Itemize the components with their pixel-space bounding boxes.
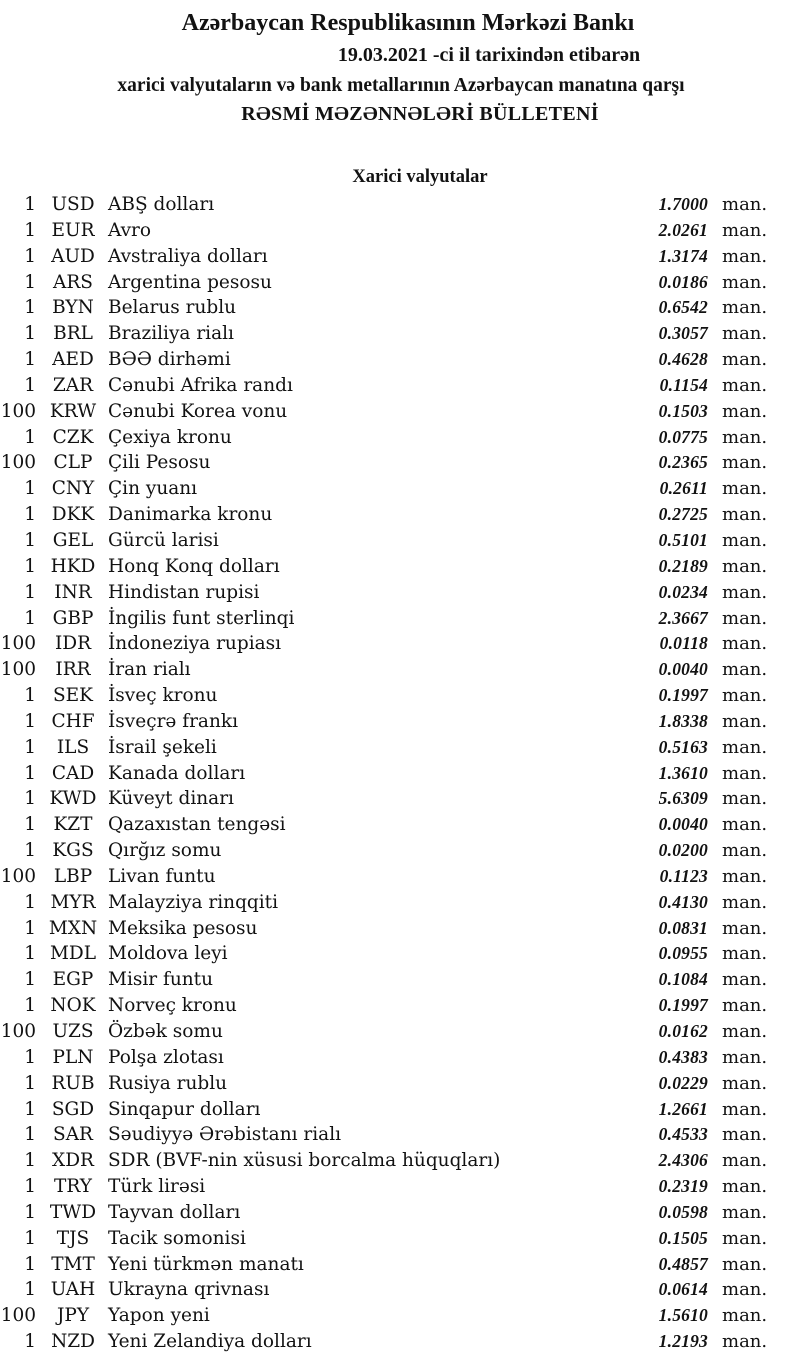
rate-value-cell: 0.0234 [658, 581, 708, 602]
currency-code-cell: TMT [51, 1253, 95, 1275]
quantity-cell: 1 [24, 1098, 36, 1120]
quantity-cell: 1 [24, 814, 36, 836]
currency-unit-cell: man. [722, 297, 768, 319]
currency-unit-cell: man. [722, 1046, 768, 1068]
quantity-cell: 1 [24, 788, 36, 810]
currency-name-cell: Honq Konq dolları [108, 555, 280, 577]
rate-row [0, 425, 800, 451]
rate-row [0, 838, 800, 864]
quantity-cell: 1 [24, 969, 36, 991]
rate-value-cell: 0.2189 [658, 555, 708, 576]
currency-code-cell: IDR [54, 633, 92, 655]
rate-row [0, 476, 800, 502]
currency-unit-cell: man. [722, 374, 768, 396]
currency-name-cell: Cənubi Korea vonu [108, 400, 288, 422]
rate-value-cell: 0.1084 [658, 969, 708, 990]
currency-unit-cell: man. [722, 1150, 768, 1172]
currency-name-cell: Misir funtu [108, 969, 214, 991]
rate-value-cell: 2.4306 [658, 1150, 708, 1171]
currency-name-cell: İsveç kronu [108, 685, 218, 707]
quantity-cell: 1 [24, 736, 36, 758]
currency-name-cell: Çili Pesosu [108, 452, 211, 474]
currency-unit-cell: man. [722, 1227, 768, 1249]
rate-row [0, 347, 800, 373]
quantity-cell: 1 [24, 840, 36, 862]
currency-name-cell: Qazaxıstan tengəsi [108, 814, 286, 836]
quantity-cell: 1 [24, 762, 36, 784]
rate-value-cell: 0.0955 [658, 943, 708, 964]
rate-row [0, 941, 800, 967]
currency-code-cell: UZS [52, 1021, 94, 1042]
quantity-cell: 1 [24, 1046, 36, 1068]
currency-unit-cell: man. [722, 891, 768, 913]
quantity-cell: 1 [24, 529, 36, 551]
subject-line: xarici valyutaların və bank metallarının Azərbaycan manatına qarşı [117, 75, 685, 96]
rate-value-cell: 0.0614 [658, 1279, 708, 1300]
currency-code-cell: LBP [53, 865, 93, 887]
quantity-cell: 1 [24, 1150, 36, 1172]
rate-row [0, 890, 800, 916]
rate-row [0, 554, 800, 580]
currency-code-cell: GEL [52, 529, 94, 551]
rate-value-cell: 0.0229 [658, 1072, 708, 1093]
rate-row [0, 1200, 800, 1226]
quantity-cell: 1 [24, 891, 36, 913]
quantity-cell: 1 [24, 504, 36, 526]
rate-value-cell: 0.6542 [658, 297, 708, 318]
currency-unit-cell: man. [722, 426, 768, 448]
currency-unit-cell: man. [722, 452, 768, 474]
rate-value-cell: 0.0040 [658, 659, 708, 680]
currency-name-cell: Cənubi Afrika randı [108, 374, 293, 396]
currency-code-cell: AED [52, 349, 94, 371]
currency-name-cell: Yeni Zelandiya dolları [108, 1331, 312, 1353]
quantity-cell: 100 [0, 452, 36, 474]
currency-unit-cell: man. [722, 1253, 768, 1275]
rate-value-cell: 0.0598 [658, 1201, 708, 1222]
rate-value-cell: 0.4628 [658, 349, 708, 370]
currency-name-cell: Türk lirəsi [108, 1176, 206, 1198]
quantity-cell: 1 [24, 1201, 36, 1223]
currency-name-cell: Küveyt dinarı [108, 788, 234, 810]
currency-unit-cell: man. [722, 581, 768, 603]
currency-code-cell: NOK [50, 995, 96, 1017]
currency-code-cell: INR [54, 581, 92, 603]
rate-row [0, 761, 800, 787]
rate-row [0, 270, 800, 296]
rate-row [0, 1277, 800, 1303]
rate-row [0, 916, 800, 942]
quantity-cell: 1 [24, 374, 36, 396]
currency-code-cell: MYR [50, 891, 96, 913]
currency-code-cell: SAR [53, 1124, 93, 1146]
currency-unit-cell: man. [722, 995, 768, 1017]
quantity-cell: 1 [24, 1279, 36, 1301]
rate-value-cell: 0.0831 [658, 917, 708, 938]
rate-value-cell: 2.3667 [658, 607, 708, 628]
currency-name-cell: Moldova leyi [108, 943, 228, 965]
currency-name-cell: Polşa zlotası [108, 1046, 224, 1068]
rate-value-cell: 0.1123 [659, 865, 708, 886]
currency-unit-cell: man. [722, 555, 768, 577]
currency-name-cell: Argentina pesosu [108, 271, 272, 293]
currency-name-cell: İsrail şekeli [108, 736, 217, 758]
currency-code-cell: SEK [53, 685, 93, 707]
currency-name-cell: Hindistan rupisi [108, 581, 260, 603]
quantity-cell: 1 [24, 323, 36, 345]
currency-code-cell: CZK [52, 426, 94, 448]
quantity-cell: 100 [0, 1021, 36, 1042]
document-header [0, 0, 800, 128]
currency-name-cell: Braziliya rialı [108, 323, 234, 345]
currency-name-cell: Tayvan dolları [108, 1201, 241, 1223]
bulletin-title: RƏSMİ MƏZƏNNƏLƏRİ BÜLLETENİ [241, 103, 599, 125]
rate-value-cell: 0.1997 [658, 995, 708, 1016]
currency-code-cell: KWD [49, 788, 97, 810]
rate-row [0, 967, 800, 993]
currency-unit-cell: man. [722, 659, 768, 681]
currency-name-cell: İran rialı [108, 659, 191, 681]
rate-value-cell: 1.3610 [658, 762, 708, 783]
rate-value-cell: 1.5610 [658, 1305, 708, 1326]
currency-code-cell: NZD [51, 1331, 95, 1353]
rate-row [0, 631, 800, 657]
quantity-cell: 1 [24, 1072, 36, 1094]
currency-name-cell: BƏƏ dirhəmi [108, 349, 231, 371]
currency-name-cell: Sinqapur dolları [108, 1098, 261, 1120]
quantity-cell: 1 [24, 1176, 36, 1198]
rate-value-cell: 0.4130 [658, 891, 708, 912]
currency-code-cell: BRL [53, 323, 93, 345]
quantity-cell: 100 [0, 659, 36, 681]
currency-unit-cell: man. [722, 194, 768, 215]
currency-code-cell: TRY [54, 1176, 92, 1198]
currency-unit-cell: man. [722, 917, 768, 939]
currency-name-cell: SDR (BVF-nin xüsusi borcalma hüquqları) [108, 1150, 501, 1172]
currency-unit-cell: man. [722, 219, 768, 241]
currency-name-cell: Yapon yeni [108, 1305, 210, 1327]
currency-unit-cell: man. [722, 1072, 768, 1094]
currency-unit-cell: man. [722, 478, 768, 500]
rate-value-cell: 0.0775 [658, 426, 708, 447]
rate-row [0, 218, 800, 244]
currency-code-cell: BYN [52, 297, 94, 319]
rate-value-cell: 5.6309 [658, 788, 708, 809]
quantity-cell: 1 [24, 219, 36, 241]
quantity-cell: 100 [0, 633, 36, 655]
quantity-cell: 100 [0, 1305, 36, 1327]
currency-code-cell: HKD [50, 555, 96, 577]
rate-row [0, 502, 800, 528]
currency-unit-cell: man. [722, 607, 768, 629]
currency-name-cell: Qırğız somu [108, 840, 222, 862]
currency-code-cell: AUD [51, 245, 95, 267]
rate-value-cell: 0.0118 [659, 633, 708, 654]
currency-code-cell: GBP [52, 607, 94, 629]
section-title-foreign-currencies: Xarici valyutalar [352, 167, 488, 187]
rate-row [0, 528, 800, 554]
rate-value-cell: 0.1503 [658, 400, 708, 421]
currency-name-cell: Avro [108, 219, 152, 241]
rate-row [0, 1329, 800, 1355]
quantity-cell: 1 [24, 995, 36, 1017]
currency-name-cell: Səudiyyə Ərəbistanı rialı [108, 1124, 342, 1146]
rate-value-cell: 0.4533 [658, 1124, 708, 1145]
currency-unit-cell: man. [722, 1021, 768, 1042]
currency-unit-cell: man. [722, 762, 768, 784]
currency-code-cell: DKK [51, 504, 95, 526]
currency-name-cell: İsveçrə frankı [108, 710, 238, 732]
quantity-cell: 1 [24, 271, 36, 293]
currency-code-cell: ILS [56, 736, 90, 758]
rate-value-cell: 0.5163 [658, 736, 708, 757]
currency-name-cell: Meksika pesosu [108, 917, 258, 939]
rate-row [0, 683, 800, 709]
currency-unit-cell: man. [722, 1279, 768, 1301]
quantity-cell: 1 [24, 607, 36, 629]
rate-row [0, 1122, 800, 1148]
rate-value-cell: 0.1505 [658, 1227, 708, 1248]
currency-code-cell: MXN [48, 917, 98, 939]
currency-unit-cell: man. [722, 685, 768, 707]
currency-code-cell: CLP [53, 452, 93, 474]
quantity-cell: 1 [24, 710, 36, 732]
quantity-cell: 1 [24, 297, 36, 319]
currency-name-cell: Avstraliya dolları [108, 245, 268, 267]
quantity-cell: 1 [24, 1331, 36, 1353]
currency-name-cell: Malayziya rinqqiti [108, 891, 279, 913]
currency-name-cell: Yeni türkmən manatı [108, 1253, 304, 1275]
currency-code-cell: EUR [51, 219, 95, 241]
quantity-cell: 1 [24, 478, 36, 500]
currency-name-cell: Ukrayna qrivnası [108, 1279, 270, 1301]
rate-value-cell: 0.2365 [658, 452, 708, 473]
currency-code-cell: RUB [51, 1072, 95, 1094]
rate-value-cell: 0.2319 [658, 1176, 708, 1197]
currency-unit-cell: man. [722, 1098, 768, 1120]
currency-name-cell: İndoneziya rupiası [108, 633, 282, 655]
currency-unit-cell: man. [722, 865, 768, 887]
currency-name-cell: Danimarka kronu [108, 504, 273, 526]
rate-row [0, 295, 800, 321]
currency-unit-cell: man. [722, 969, 768, 991]
rate-value-cell: 0.2611 [659, 478, 708, 499]
rate-value-cell: 0.4383 [658, 1046, 708, 1067]
currency-name-cell: Çexiya kronu [108, 426, 232, 448]
currency-name-cell: Norveç kronu [108, 995, 237, 1017]
rate-value-cell: 2.0261 [658, 219, 708, 240]
rate-value-cell: 1.3174 [658, 245, 708, 266]
currency-unit-cell: man. [722, 1124, 768, 1146]
currency-code-cell: USD [51, 194, 95, 215]
currency-code-cell: UAH [50, 1279, 96, 1301]
rate-value-cell: 0.0040 [658, 814, 708, 835]
rate-row [0, 1071, 800, 1097]
currency-unit-cell: man. [722, 349, 768, 371]
currency-name-cell: Tacik somonisi [108, 1227, 246, 1249]
currency-code-cell: IRR [55, 659, 91, 681]
rate-row [0, 1019, 800, 1045]
rate-value-cell: 0.0162 [658, 1021, 708, 1041]
rate-row [0, 1174, 800, 1200]
rate-value-cell: 1.7000 [658, 194, 708, 214]
rate-row [0, 1252, 800, 1278]
currency-code-cell: TWD [49, 1201, 97, 1223]
currency-unit-cell: man. [722, 529, 768, 551]
quantity-cell: 1 [24, 1124, 36, 1146]
currency-unit-cell: man. [722, 1176, 768, 1198]
rate-row [0, 1303, 800, 1329]
quantity-cell: 1 [24, 349, 36, 371]
currency-name-cell: Çin yuanı [108, 478, 198, 500]
quantity-cell: 1 [24, 581, 36, 603]
rate-value-cell: 1.2193 [658, 1331, 708, 1352]
currency-unit-cell: man. [722, 814, 768, 836]
rate-row [0, 606, 800, 632]
rate-row [0, 657, 800, 683]
rate-value-cell: 0.1154 [659, 374, 708, 395]
currency-name-cell: İngilis funt sterlinqi [108, 607, 295, 629]
rate-row [0, 812, 800, 838]
rate-value-cell: 0.3057 [658, 323, 708, 344]
currency-code-cell: KZT [53, 814, 93, 836]
quantity-cell: 100 [0, 865, 36, 887]
currency-code-cell: KGS [52, 840, 94, 862]
currency-unit-cell: man. [722, 633, 768, 655]
currency-unit-cell: man. [722, 400, 768, 422]
rate-row [0, 993, 800, 1019]
rate-row [0, 373, 800, 399]
rate-value-cell: 0.1997 [658, 685, 708, 706]
quantity-cell: 1 [24, 1253, 36, 1275]
rate-value-cell: 0.0186 [658, 271, 708, 292]
currency-code-cell: CHF [51, 710, 95, 732]
currency-unit-cell: man. [722, 1201, 768, 1223]
rates-table [0, 192, 800, 1355]
rate-value-cell: 0.2725 [658, 504, 708, 525]
quantity-cell: 1 [24, 555, 36, 577]
rate-row [0, 1045, 800, 1071]
currency-unit-cell: man. [722, 840, 768, 862]
currency-unit-cell: man. [722, 271, 768, 293]
rate-row [0, 192, 800, 218]
currency-code-cell: CAD [51, 762, 95, 784]
rate-row [0, 321, 800, 347]
quantity-cell: 1 [24, 245, 36, 267]
currency-code-cell: TJS [56, 1227, 90, 1249]
currency-name-cell: Livan funtu [108, 865, 216, 887]
currency-unit-cell: man. [722, 710, 768, 732]
rate-row [0, 580, 800, 606]
currency-code-cell: PLN [52, 1046, 94, 1068]
currency-name-cell: Özbək somu [108, 1021, 223, 1042]
currency-unit-cell: man. [722, 943, 768, 965]
rate-value-cell: 0.0200 [658, 840, 708, 861]
effective-date-line: 19.03.2021 -ci il tarixindən etibarən [337, 44, 641, 66]
currency-code-cell: KRW [49, 400, 97, 422]
currency-unit-cell: man. [722, 788, 768, 810]
rate-row [0, 864, 800, 890]
bank-name-title: Azərbaycan Respublikasının Mərkəzi Bankı [181, 10, 635, 36]
rate-row [0, 450, 800, 476]
currency-code-cell: ARS [53, 271, 93, 293]
currency-unit-cell: man. [722, 504, 768, 526]
currency-code-cell: XDR [52, 1150, 94, 1172]
currency-code-cell: ZAR [52, 374, 94, 396]
currency-code-cell: CNY [51, 478, 95, 500]
rate-row [0, 709, 800, 735]
quantity-cell: 1 [24, 1227, 36, 1249]
quantity-cell: 1 [24, 426, 36, 448]
quantity-cell: 100 [0, 400, 36, 422]
currency-code-cell: EGP [52, 969, 94, 991]
quantity-cell: 1 [24, 917, 36, 939]
rate-row [0, 1226, 800, 1252]
currency-name-cell: Belarus rublu [108, 297, 237, 319]
rate-value-cell: 1.2661 [658, 1098, 708, 1119]
currency-code-cell: JPY [56, 1305, 90, 1327]
quantity-cell: 1 [24, 943, 36, 965]
rate-value-cell: 0.5101 [658, 529, 708, 550]
currency-code-cell: MDL [49, 943, 97, 965]
rate-row [0, 244, 800, 270]
rate-value-cell: 0.4857 [658, 1253, 708, 1274]
currency-unit-cell: man. [722, 245, 768, 267]
currency-name-cell: Kanada dolları [108, 762, 246, 784]
rate-row [0, 1148, 800, 1174]
currency-code-cell: SGD [51, 1098, 95, 1120]
currency-name-cell: Rusiya rublu [108, 1072, 228, 1094]
currency-unit-cell: man. [722, 1331, 768, 1353]
currency-name-cell: ABŞ dolları [108, 194, 215, 215]
rate-row [0, 786, 800, 812]
currency-unit-cell: man. [722, 1305, 768, 1327]
rate-row [0, 1097, 800, 1123]
currency-name-cell: Gürcü larisi [108, 529, 219, 551]
currency-unit-cell: man. [722, 736, 768, 758]
quantity-cell: 1 [24, 685, 36, 707]
rate-row [0, 399, 800, 425]
rate-row [0, 735, 800, 761]
currency-unit-cell: man. [722, 323, 768, 345]
rate-value-cell: 1.8338 [658, 710, 708, 731]
quantity-cell: 1 [24, 194, 36, 215]
